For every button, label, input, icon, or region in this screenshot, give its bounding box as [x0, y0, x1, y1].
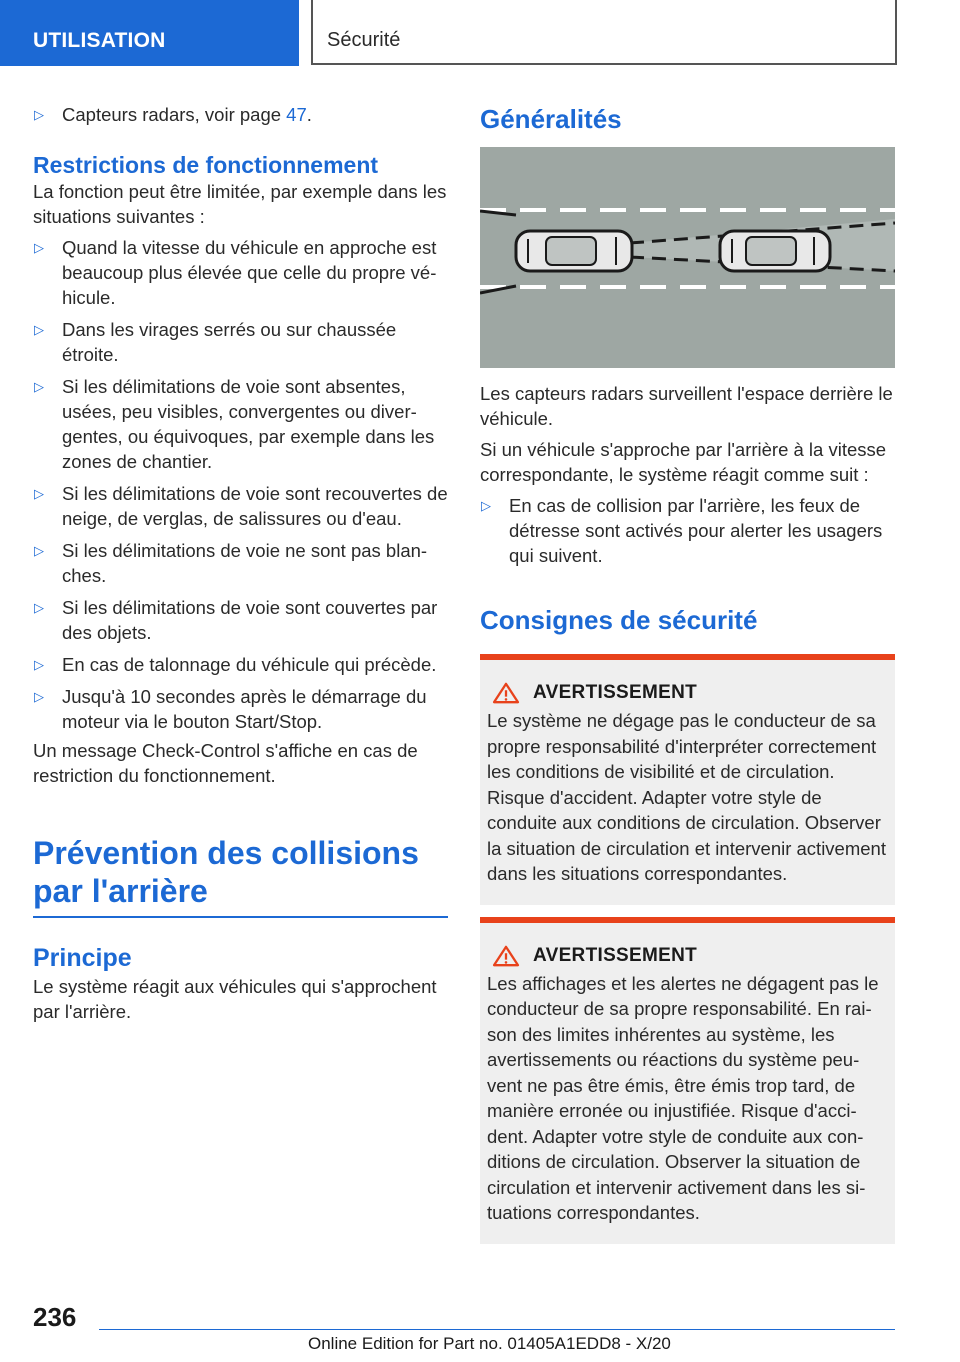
list-item: [33, 684, 448, 734]
list-item: [33, 102, 448, 127]
list-item: [33, 652, 448, 677]
list-item-text: Quand la vitesse du véhicule en approche est beaucoup plus élevée que celle du propre véhicule.: [62, 237, 437, 308]
page-link[interactable]: 47: [286, 104, 307, 125]
right-column: [480, 102, 895, 1244]
footer-edition: Online Edition for Part no. 01405A1EDD8 - X/20: [308, 1334, 671, 1353]
list-item: [33, 481, 448, 531]
restrictions-heading: Restrictions de fonctionnement: [33, 152, 379, 178]
warning-header: [487, 680, 888, 706]
rear-collision-illustration: [480, 147, 895, 368]
warning-triangle-icon: [491, 682, 521, 704]
principe-text: Le système réagit aux véhicules qui s'approchent par l'arrière.: [33, 976, 437, 1022]
bullet-triangle-icon: ▷: [34, 379, 44, 394]
generalites-p2: Si un véhicule s'approche par l'arrière à la vitesse correspondante, le système réagit comme suit :: [480, 439, 887, 485]
list-item: [33, 317, 448, 367]
list-item-text: Si les délimitations de voie sont absentes, usées, peu visibles, convergentes ou divergentes, ou équivoques, par exemple dans les zones de chantier.: [62, 376, 435, 472]
following-car-icon: [516, 231, 632, 271]
consignes-heading: Consignes de sécurité: [480, 605, 758, 635]
bullet-triangle-icon: ▷: [34, 689, 44, 704]
generalites-p1: Les capteurs radars surveillent l'espace derrière le véhicule.: [480, 383, 893, 429]
bullet-suffix: .: [306, 104, 312, 125]
bullet-triangle-icon: ▷: [481, 498, 491, 513]
header-chapter-label: Sécurité: [327, 29, 401, 51]
header-section-label: UTILISATION: [33, 29, 166, 52]
own-car-icon: [720, 231, 830, 271]
left-column: [33, 102, 448, 1024]
bullet-triangle-icon: ▷: [34, 107, 44, 122]
bullet-text: Capteurs radars, voir page: [62, 104, 287, 125]
bullet-triangle-icon: ▷: [34, 657, 44, 672]
bullet-triangle-icon: ▷: [34, 543, 44, 558]
restrictions-intro: La fonction peut être limitée, par exemple dans les situations suivantes :: [33, 181, 447, 227]
warning-title: AVERTISSEMENT: [533, 944, 698, 966]
list-item: [480, 493, 895, 568]
generalites-list: [480, 493, 895, 568]
restrictions-outro: Un message Check-Control s'affiche en cas de restriction du fonctionnement.: [33, 740, 418, 786]
bullet-triangle-icon: ▷: [34, 486, 44, 501]
header-section-tab: [0, 0, 299, 66]
generalites-heading: Généralités: [480, 104, 622, 134]
restrictions-list: [33, 235, 448, 734]
footer-divider: [99, 1329, 895, 1330]
list-item-text: Si les délimitations de voie sont couvertes par des objets.: [62, 597, 438, 643]
list-item: [33, 538, 448, 588]
principe-heading: Principe: [33, 944, 132, 972]
bullet-triangle-icon: ▷: [34, 240, 44, 255]
warning-triangle-icon: [491, 945, 521, 967]
warning-box: [480, 654, 895, 905]
warning-title: AVERTISSEMENT: [533, 682, 698, 703]
page-number: 236: [33, 1302, 77, 1332]
warning-box: [480, 917, 895, 1244]
warning-text: Le système ne dégage pas le conducteur de sa propre responsabilité d'interpréter correctement les conditions de visibilité et de circulation. Risque d'accident. Adapter votre style de conduite aux conditions de circulation. Observer la situation de circulation et intervenir activement dans les situations correspondantes.: [487, 710, 886, 884]
bullet-triangle-icon: ▷: [34, 322, 44, 337]
bullet-triangle-icon: ▷: [34, 600, 44, 615]
list-item-text: Si les délimitations de voie sont recouvertes de neige, de verglas, de salissures ou d'eau.: [62, 483, 448, 529]
list-item: [33, 235, 448, 310]
heading-divider: [33, 916, 448, 918]
top-bullet-list: [33, 102, 448, 127]
warning-text: Les affichages et les alertes ne dégagent pas le conducteur de sa propre responsabilité. En raison des limites inhérentes au système, les avertissements ou réactions du système peuvent ne pas être émis, être émis trop tard, de manière erronée ou injustifiée. Risque d'accident. Adapter votre style de conduite aux conditions de circulation. Observer la situation de circulation et intervenir activement dans les situations correspondantes.: [487, 972, 879, 1223]
list-item-text: Dans les virages serrés ou sur chaussée étroite.: [62, 319, 397, 365]
list-item: [33, 374, 448, 474]
warning-header: [487, 943, 888, 969]
header-chapter-tab: [311, 0, 897, 65]
list-item: [33, 595, 448, 645]
list-item-text: Si les délimitations de voie ne sont pas blanches.: [62, 540, 428, 586]
list-item-text: En cas de talonnage du véhicule qui précède.: [62, 654, 437, 675]
list-item-text: En cas de collision par l'arrière, les feux de détresse sont activés pour alerter les usagers qui suivent.: [509, 495, 883, 566]
list-item-text: Jusqu'à 10 secondes après le démarrage du moteur via le bouton Start/Stop.: [62, 686, 427, 732]
main-heading-line1: Prévention des collisions: [33, 835, 419, 871]
main-heading-line2: par l'arrière: [33, 873, 208, 909]
